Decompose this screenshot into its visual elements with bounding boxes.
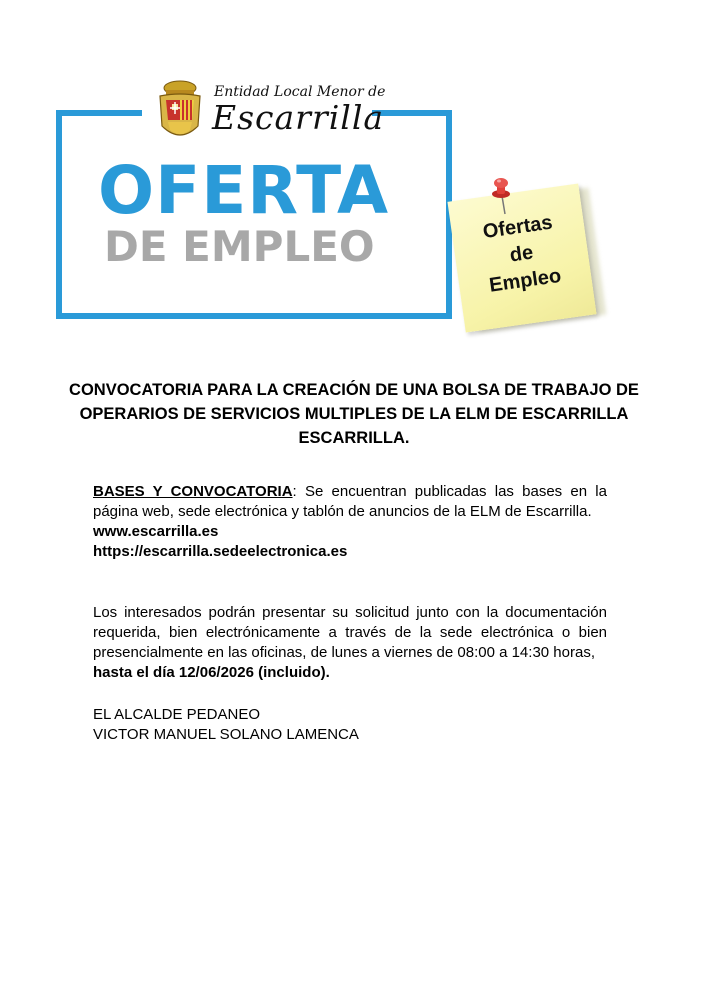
entity-logo — [150, 78, 386, 148]
deadline-text: hasta el día 12/06/2026 (incluido). — [93, 664, 330, 681]
signature-title: EL ALCALDE PEDANEO — [93, 706, 261, 723]
entity-name-line2: Escarrilla — [212, 98, 385, 137]
sticky-note — [447, 183, 596, 332]
signature-block — [93, 705, 607, 745]
pushpin-icon — [490, 176, 516, 216]
bases-label: BASES Y CONVOCATORIA — [93, 483, 293, 500]
bases-paragraph — [93, 482, 607, 562]
website-link[interactable]: www.escarrilla.es — [93, 523, 219, 540]
entity-name-line1: Entidad Local Menor de — [214, 84, 386, 100]
solicitud-paragraph — [93, 603, 607, 683]
sticky-note-text: Ofertas de Empleo — [481, 211, 563, 297]
banner-title: OFERTA — [98, 152, 390, 229]
coat-of-arms-icon — [154, 80, 206, 146]
document-headline: CONVOCATORIA PARA LA CREACIÓN DE UNA BOLSA DE TRABAJO DE OPERARIOS DE SERVICIOS MULTIPLES DE LA ELM DE ESCARRILLA ESCARRILLA. — [69, 381, 639, 447]
bases-text: : Se encuentran publicadas las bases en la página web, sede electrónica y tablón de anuncios de la ELM de Escarrilla. — [93, 483, 607, 520]
banner-subtitle: DE EMPLEO — [104, 222, 375, 271]
solicitud-text: Los interesados podrán presentar su solicitud junto con la documentación requerida, bien electrónicamente a través de la sede electrónica o bien presencialmente en las oficinas, de lunes a viernes de 08:00 a 14:30 horas, — [93, 604, 607, 661]
signature-name: VICTOR MANUEL SOLANO LAMENCA — [93, 726, 359, 743]
sede-electronica-link[interactable]: https://escarrilla.sedeelectronica.es — [93, 543, 348, 560]
